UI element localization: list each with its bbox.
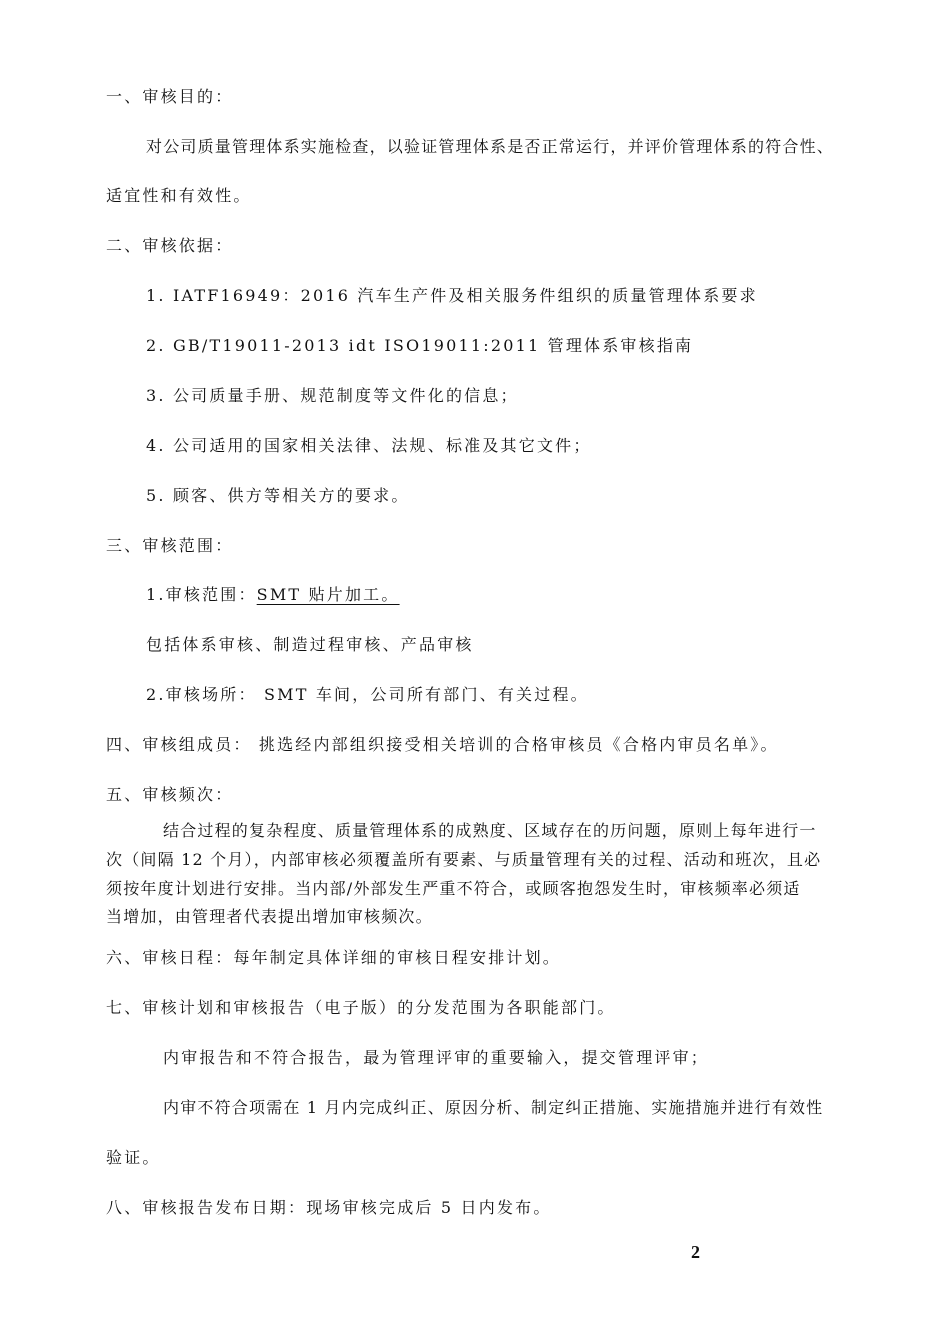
s1-body-line2: 适宜性和有效性。	[106, 186, 252, 205]
s2-item-3: 3. 公司质量手册、规范制度等文件化的信息；	[146, 386, 519, 405]
s2-item-4: 4. 公司适用的国家相关法律、法规、标准及其它文件；	[146, 436, 592, 455]
s7-p2-line1: 内审不符合项需在 1 月内完成纠正、原因分析、制定纠正措施、实施措施并进行有效性	[163, 1098, 824, 1117]
s5-title: 五、审核频次：	[106, 785, 234, 804]
s3-scope-value: SMT 贴片加工。	[256, 585, 400, 604]
s7-p1: 内审报告和不符合报告，最为管理评审的重要输入，提交管理评审；	[163, 1048, 710, 1067]
s1-title: 一、审核目的：	[106, 87, 234, 106]
s5-line-4: 当增加，由管理者代表提出增加审核频次。	[106, 907, 433, 926]
s5-line-2: 次（间隔 12 个月），内部审核必须覆盖所有要素、与质量管理有关的过程、活动和班次，且必	[106, 850, 822, 869]
s2-title: 二、审核依据：	[106, 236, 234, 255]
s3-place: 2.审核场所： SMT 车间，公司所有部门、有关过程。	[146, 685, 589, 704]
s7-p2-line2: 验证。	[106, 1148, 161, 1167]
s3-scope-label: 1.审核范围：	[146, 585, 257, 604]
s3-includes: 包括体系审核、制造过程审核、产品审核	[146, 635, 474, 654]
s3-title: 三、审核范围：	[106, 536, 234, 555]
s5-line-1: 结合过程的复杂程度、质量管理体系的成熟度、区域存在的历问题，原则上每年进行一	[163, 821, 817, 840]
page-number: 2	[691, 1242, 700, 1262]
s8-text: 八、审核报告发布日期：现场审核完成后 5 日内发布。	[106, 1198, 552, 1217]
s2-item-2: 2. GB/T19011-2013 idt ISO19011:2011 管理体系审核指南	[146, 336, 694, 355]
s4-text: 四、审核组成员： 挑选经内部组织接受相关培训的合格审核员《合格内审员名单》。	[106, 735, 779, 754]
s5-line-3: 须按年度计划进行安排。当内部/外部发生严重不符合，或顾客抱怨发生时，审核频率必须适	[106, 879, 801, 898]
s6-text: 六、审核日程：每年制定具体详细的审核日程安排计划。	[106, 948, 562, 967]
s3-scope	[146, 585, 400, 605]
s1-body-line1: 对公司质量管理体系实施检查，以验证管理体系是否正常运行，并评价管理体系的符合性、	[146, 137, 835, 156]
s7-text: 七、审核计划和审核报告（电子版）的分发范围为各职能部门。	[106, 998, 616, 1017]
s2-item-1: 1. IATF16949：2016 汽车生产件及相关服务件组织的质量管理体系要求	[146, 286, 758, 305]
s2-item-5: 5. 顾客、供方等相关方的要求。	[146, 486, 410, 505]
